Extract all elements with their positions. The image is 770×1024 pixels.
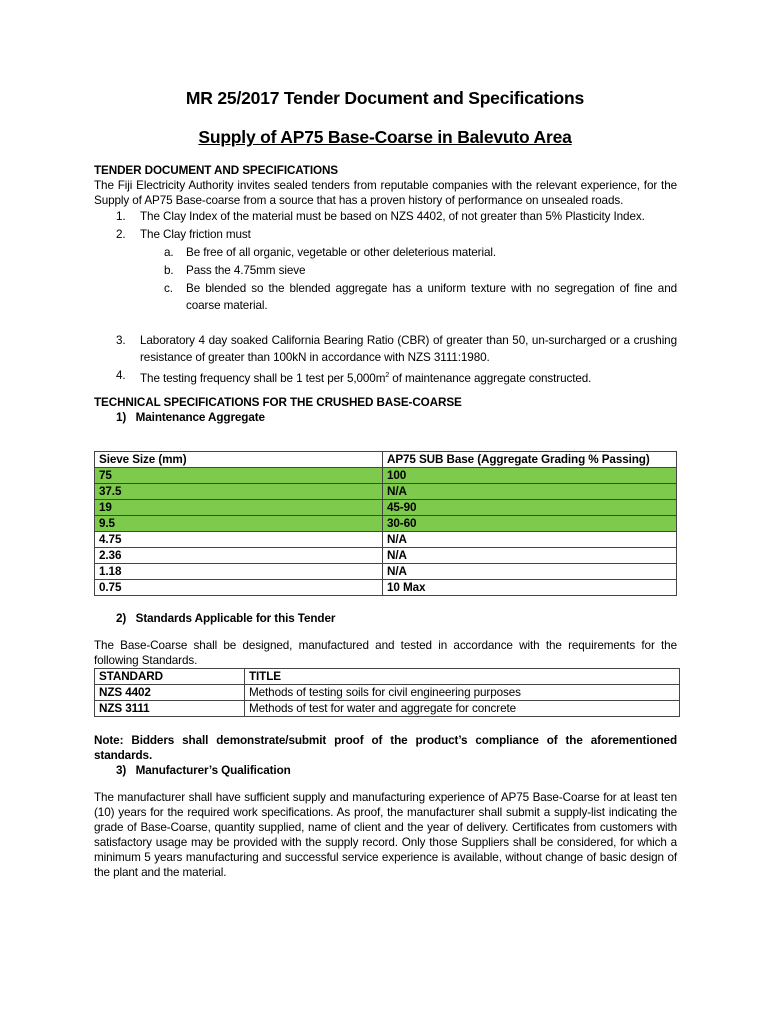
table-row: [95, 580, 677, 596]
qualification-line: the plant and the material.: [94, 866, 227, 879]
note-line2: standards.: [94, 749, 153, 762]
intro-text-line1: The Fiji Electricity Authority invites sealed tenders from reputable companies with the relevant experience, for the: [94, 179, 677, 192]
grading-table: [94, 451, 677, 596]
sieve-size-cell: 75: [95, 468, 383, 484]
sublist-item-b: Pass the 4.75mm sieve: [186, 264, 306, 277]
table-row: [95, 484, 677, 500]
qualification-line: minimum 5 years manufacturing and successful service experience is available, without change of basic design of: [94, 851, 677, 864]
list-item-3-line1: Laboratory 4 day soaked California Bearing Ratio (CBR) of greater than 50, un-surcharged or a crushing: [140, 334, 677, 347]
list-item-2: The Clay friction must: [140, 228, 251, 241]
passing-cell: 30-60: [383, 516, 677, 532]
sublist-item-a: Be free of all organic, vegetable or other deleterious material.: [186, 246, 496, 259]
list-item-3-line2: resistance of greater than 100kN in accordance with NZS 3111:1980.: [140, 351, 490, 364]
sublist-item-c-line1: Be blended so the blended aggregate has a uniform texture with no segregation of fine and: [186, 282, 677, 295]
subsection-maintenance-aggregate: 1) Maintenance Aggregate: [116, 411, 265, 424]
sieve-size-cell: 2.36: [95, 548, 383, 564]
list-number-2: 2.: [116, 228, 126, 241]
subsection-standards: 2) Standards Applicable for this Tender: [116, 612, 336, 625]
page-title: MR 25/2017 Tender Document and Specifications: [185, 88, 585, 108]
standards-header-title: TITLE: [245, 669, 680, 685]
standard-title-cell: Methods of testing soils for civil engineering purposes: [245, 685, 680, 701]
section-heading-tender: TENDER DOCUMENT AND SPECIFICATIONS: [94, 164, 338, 177]
qualification-line: satisfactory usage may be provided with the supply record. Only those Suppliers shall be considered, for which a: [94, 836, 677, 849]
sublist-letter-c: c.: [164, 282, 173, 295]
list-number-1: 1.: [116, 210, 126, 223]
passing-cell: 10 Max: [383, 580, 677, 596]
sublist-letter-a: a.: [164, 246, 174, 259]
list-item-1: The Clay Index of the material must be based on NZS 4402, of not greater than 5% Plasticity Index.: [140, 210, 645, 223]
table-row: [95, 685, 680, 701]
passing-cell: N/A: [383, 548, 677, 564]
qualification-line: (10) years for the required work specifications. As proof, the manufacturer shall submit a supply-list indicating the: [94, 806, 677, 819]
sieve-size-cell: 19: [95, 500, 383, 516]
grading-table-header: [95, 452, 677, 468]
subsection-manufacturer-qualification: 3) Manufacturer’s Qualification: [116, 764, 291, 777]
table-row: [95, 548, 677, 564]
qualification-line: The manufacturer shall have sufficient supply and manufacturing experience of AP75 Base-Coarse for at least ten: [94, 791, 677, 804]
standards-table-header: [95, 669, 680, 685]
table-row: [95, 564, 677, 580]
sieve-size-cell: 37.5: [95, 484, 383, 500]
list-number-4: 4.: [116, 369, 126, 382]
passing-cell: N/A: [383, 484, 677, 500]
standard-code-cell: NZS 4402: [95, 685, 245, 701]
section-heading-technical: TECHNICAL SPECIFICATIONS FOR THE CRUSHED BASE-COARSE: [94, 396, 462, 409]
grading-header-sieve: Sieve Size (mm): [95, 452, 383, 468]
qualification-line: grade of Base-Coarse, quantity supplied, name of client and the year of delivery. Certificates from customers with: [94, 821, 677, 834]
sieve-size-cell: 4.75: [95, 532, 383, 548]
sieve-size-cell: 1.18: [95, 564, 383, 580]
standards-table: [94, 668, 680, 717]
intro-text-line2: Supply of AP75 Base-coarse from a source that has a proven history of performance on unsealed roads.: [94, 194, 624, 207]
sieve-size-cell: 0.75: [95, 580, 383, 596]
passing-cell: 45-90: [383, 500, 677, 516]
standard-code-cell: NZS 3111: [95, 701, 245, 717]
passing-cell: 100: [383, 468, 677, 484]
sublist-letter-b: b.: [164, 264, 174, 277]
passing-cell: N/A: [383, 532, 677, 548]
standards-header-standard: STANDARD: [95, 669, 245, 685]
page-subtitle: Supply of AP75 Base-Coarse in Balevuto Area: [198, 127, 572, 147]
standard-title-cell: Methods of test for water and aggregate for concrete: [245, 701, 680, 717]
sublist-item-c-line2: coarse material.: [186, 299, 268, 312]
standards-intro-line2: following Standards.: [94, 654, 198, 667]
sieve-size-cell: 9.5: [95, 516, 383, 532]
grading-header-passing: AP75 SUB Base (Aggregate Grading % Passing): [383, 452, 677, 468]
table-row: [95, 500, 677, 516]
table-row: [95, 468, 677, 484]
table-row: [95, 532, 677, 548]
table-row: [95, 516, 677, 532]
list-number-3: 3.: [116, 334, 126, 347]
standards-intro-line1: The Base-Coarse shall be designed, manufactured and tested in accordance with the requirements for the: [94, 639, 677, 652]
passing-cell: N/A: [383, 564, 677, 580]
note-line1: Note: Bidders shall demonstrate/submit proof of the product’s compliance of the aforementioned: [94, 734, 677, 747]
list-item-4: The testing frequency shall be 1 test per $5,000m^2$ of maintenance aggregate constructed.: [140, 371, 592, 385]
table-row: [95, 701, 680, 717]
